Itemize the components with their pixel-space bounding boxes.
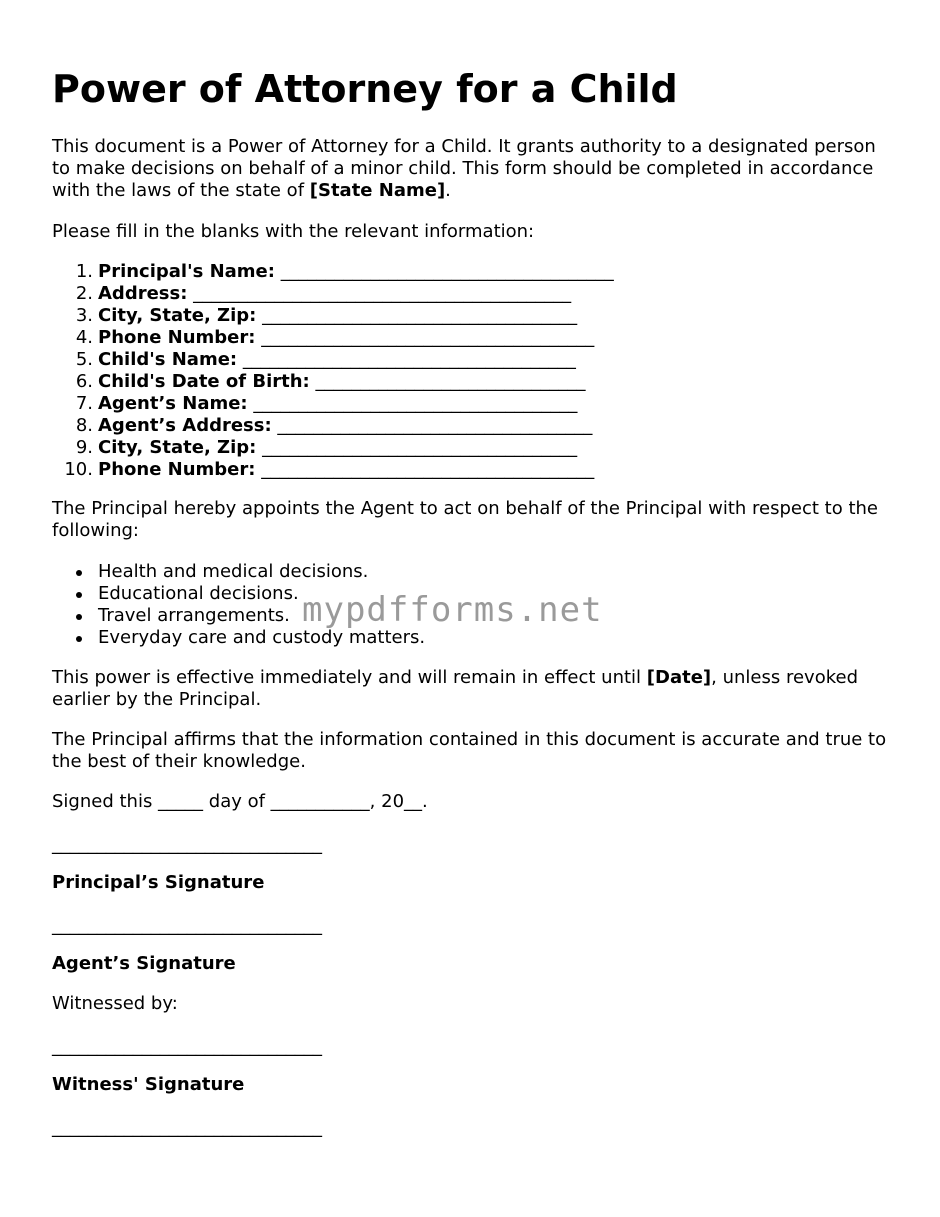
field-blank: _____________________________________ (242, 349, 576, 370)
bullet-icon (76, 570, 82, 576)
list-item (52, 561, 892, 583)
field-blank: ____________________________________ (253, 393, 578, 414)
state-placeholder: [State Name] (309, 180, 446, 201)
fill-instruction: Please fill in the blanks with the relevant information: (52, 221, 535, 242)
witnessed-by-label: Witnessed by: (52, 993, 178, 1014)
effective-text-end: , unless revoked earlier by the Principal. (52, 667, 858, 710)
intro-text-end: . (445, 180, 451, 201)
field-blank: _____________________________________ (261, 459, 595, 480)
field-blank: __________________________________________ (193, 283, 572, 304)
item-number: 5. (75, 349, 93, 370)
agent-signature-label: Agent’s Signature (52, 953, 236, 974)
witness-signature-line: ______________________________ (52, 1036, 322, 1057)
field-blank: ___________________________________ (277, 415, 593, 436)
field-label: Phone Number: (98, 459, 256, 480)
signed-date-line: Signed this _____ day of ___________, 20__. (52, 791, 428, 812)
field-label: Agent’s Name: (98, 393, 248, 414)
field-blank: _____________________________________ (261, 327, 595, 348)
watermark: mypdfforms.net (302, 590, 603, 630)
item-number: 2. (75, 283, 93, 304)
item-number: 8. (75, 415, 93, 436)
power-item: Travel arrangements. (98, 605, 290, 626)
effective-paragraph (52, 667, 892, 711)
intro-text: This document is a Power of Attorney for a Child. It grants authority to a designated person to make decisions on behalf of a minor child. This form should be completed in accordance with the laws of the state of (52, 136, 876, 201)
field-label: Child's Date of Birth: (98, 371, 310, 392)
item-number: 6. (75, 371, 93, 392)
field-label: City, State, Zip: (98, 305, 257, 326)
field-label: Address: (98, 283, 188, 304)
list-item (52, 415, 892, 437)
agent-signature-line: ______________________________ (52, 915, 322, 936)
list-item (52, 261, 892, 283)
item-number: 10. (64, 459, 93, 480)
list-item (52, 305, 892, 327)
item-number: 9. (75, 437, 93, 458)
field-label: Child's Name: (98, 349, 238, 370)
list-item (52, 349, 892, 371)
appointment-paragraph: The Principal hereby appoints the Agent to act on behalf of the Principal with respect to the following: (52, 498, 878, 541)
list-item (52, 327, 892, 349)
list-item (52, 437, 892, 459)
bullet-icon (76, 636, 82, 642)
witness-signature-label: Witness' Signature (52, 1074, 245, 1095)
intro-paragraph (52, 136, 892, 202)
field-blank: _____________________________________ (280, 261, 614, 282)
extra-signature-line: ______________________________ (52, 1117, 322, 1138)
list-item (52, 627, 892, 649)
date-placeholder: [Date] (646, 667, 712, 688)
bullet-icon (76, 614, 82, 620)
field-blank: ___________________________________ (262, 305, 578, 326)
list-item (52, 459, 892, 481)
field-list (52, 261, 892, 481)
affirmation-paragraph: The Principal affirms that the information contained in this document is accurate and true to the best of their knowledge. (52, 729, 887, 772)
item-number: 3. (75, 305, 93, 326)
field-label: City, State, Zip: (98, 437, 257, 458)
principal-signature-line: ______________________________ (52, 834, 322, 855)
field-blank: ______________________________ (315, 371, 586, 392)
item-number: 1. (75, 261, 93, 282)
bullet-icon (76, 592, 82, 598)
list-item (52, 371, 892, 393)
list-item (52, 283, 892, 305)
principal-signature-label: Principal’s Signature (52, 872, 265, 893)
power-item: Health and medical decisions. (98, 561, 369, 582)
list-item (52, 393, 892, 415)
item-number: 4. (75, 327, 93, 348)
field-label: Agent’s Address: (98, 415, 272, 436)
field-label: Phone Number: (98, 327, 256, 348)
power-item: Everyday care and custody matters. (98, 627, 426, 648)
effective-text: This power is effective immediately and will remain in effect until (52, 667, 647, 688)
item-number: 7. (75, 393, 93, 414)
field-blank: ___________________________________ (262, 437, 578, 458)
power-item: Educational decisions. (98, 583, 299, 604)
page-title: Power of Attorney for a Child (52, 67, 678, 111)
field-label: Principal's Name: (98, 261, 275, 282)
